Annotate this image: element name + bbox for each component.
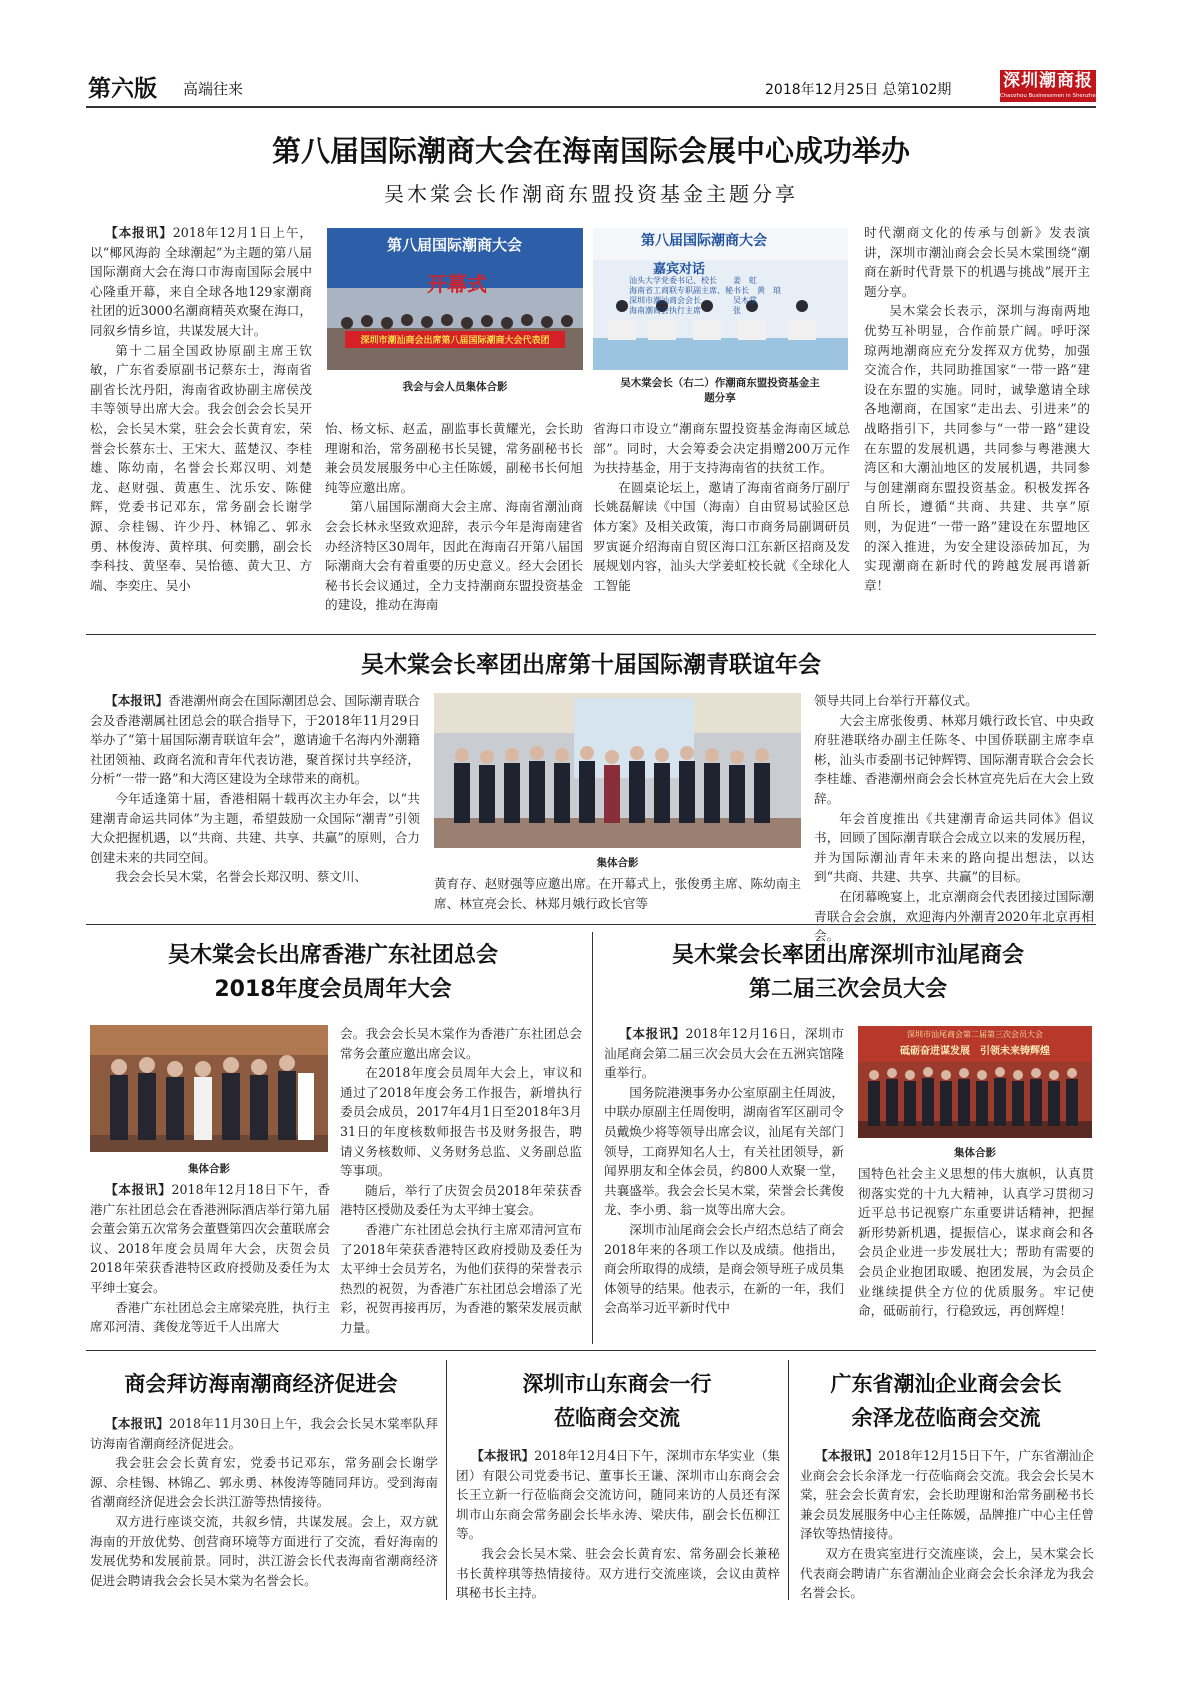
section-number: 第六版 <box>88 76 157 102</box>
article4-title-line1: 吴木棠会长率团出席深圳市汕尾商会 <box>671 943 1024 968</box>
article5-body: 【本报讯】2018年11月30日上午，我会会长吴木棠率队拜访海南省潮商经济促进会。 我会驻会会长黄育宏，党委书记邓东，常务副会长谢学源、佘桂锡、林锦乙、郭永勇、林俊涛等随同拜访。受到海南省潮商经济促进会会长洪江游等热情接待。 双方进行座谈交流，共叙乡情，共谋发展。会上，双方就海南的开放优势、创营商环境等方面进行了交流，看好海南的发展优势和发展前景。同时，洪江游会长代表海南省潮商经济促进会聘请我会会长吴木棠为名誉会长。 <box>90 1416 438 1588</box>
photo2-row-2: 海南省工商联专职副主席、秘书长 黄 琅 <box>629 286 781 295</box>
article2-title: 吴木棠会长率团出席第十届国际潮青联谊年会 <box>361 652 821 678</box>
article1-subtitle: 吴木棠会长作潮商东盟投资基金主题分享 <box>384 182 798 206</box>
photo2-row-3: 深圳市潮汕商会会长 吴木棠 <box>629 296 757 305</box>
article4-photo <box>858 1026 1092 1138</box>
article2-photo-caption: 集体合影 <box>596 857 639 869</box>
article7-title-line1: 广东省潮汕企业商会会长 <box>830 1372 1062 1396</box>
article6-body: 【本报讯】2018年12月4日下午，深圳市东华实业（集团）有限公司党委书记、董事长王谦、深圳市山东商会会长王立新一行莅临商会交流访问，随同来访的人员还有深圳市山东商会常务副会长毕永涛、梁庆伟，副会长伍柳江等。 我会会长吴木棠、驻会会长黄育宏、常务副会长兼秘书长黄梓琪等热情接待。双方进行交流座谈，会议由黄梓琪秘书长主持。 <box>456 1448 781 1601</box>
article1-photo2 <box>593 228 848 370</box>
article2-col2: 黄育存、赵财强等应邀出席。在开幕式上，张俊勇主席、陈幼南主席、林宣亮会长、林郑月娥行政长官等 <box>434 876 801 911</box>
article1-col4: 时代潮商文化的传承与创新》发表演讲，深圳市潮汕商会会长吴木棠围绕“潮商在新时代背景下的机遇与挑战”展开主题分享。 吴木棠会长表示，深圳与海南两地优势互补明显，合作前景广阔。呼吁深琼两地潮商应充分发挥双方优势，加强交流合作，共同助推国家“一带一路”建设在东盟的实施。同时，诚挚邀请全球各地潮商，在国家“走出去、引进来”的战略指引下，共同参与“一带一路”建设在东盟的发展机遇，共同参与粤港澳大湾区和大潮汕地区的发展机遇，共同参与创建潮商东盟投资基金。积极发挥各自所长，遵循“共商、共建、共享”原则，为促进“一带一路”建设在东盟地区的深入推进，为安全建设添砖加瓦，为实现潮商在新时代的跨越发展再谱新章！ <box>864 225 1090 593</box>
paper-en: Chaozhou Businessmen in Shenzhen <box>1000 93 1100 99</box>
article1-col2: 怡、杨文标、赵孟，副监事长黄耀光，会长助理谢和治，常务副秘书长吴键，常务副秘书长兼会员发展服务中心主任陈媛，副秘书长何旭纯等应邀出席。 第八届国际潮商大会主席、海南省潮汕商会会长林永坚致欢迎辞，表示今年是海南建省办经济特区30周年，因此在海南召开第八届国际潮商大会有着重要的历史意义。经大会团长秘书长会议通过，全力支持潮商东盟投资基金的建设，推动在海南 <box>325 421 583 613</box>
paper-logo <box>1000 70 1100 102</box>
photo1-banner: 第八届国际潮商大会 <box>387 236 523 254</box>
article3-col2: 会。我会会长吴木棠作为香港广东社团总会常务会董应邀出席会议。 在2018年度会员周年大会上，审议和通过了2018年度会务工作报告，新增执行委员会成员，2017年4月1日至2018年3月31日的年度核数师报告书及财务报告，聘请义务核数师、义务财务总监、义务副总监等事项。 随后，举行了庆贺会员2018年荣获香港特区授勋及委任为太平绅士宴会。 香港广东社团总会执行主席邓清河宣布了2018年荣获香港特区政府授勋及委任为太平绅士会员芳名，为他们获得的荣誉表示热烈的祝贺，为香港广东社团总会增添了光彩，祝贺再接再厉，为香港的繁荣发展贡献力量。 <box>340 1026 582 1335</box>
article4-col2: 国特色社会主义思想的伟大旗帜，认真贯彻落实党的十九大精神，认真学习贯彻习近平总书记视察广东重要讲话精神，把握新形势新机遇，提振信心，谋求商会和各会员企业进一步发展壮大；帮助有需要的会员企业抱团取暖、抱团发展，为会员企业继续提供全方位的优质服务。牢记使命，砥砺前行，行稳致远，再创辉煌！ <box>858 1166 1094 1319</box>
section-column: 高端往来 <box>183 80 244 98</box>
article1-title: 第八届国际潮商大会在海南国际会展中心成功举办 <box>271 134 910 168</box>
article7-body: 【本报讯】2018年12月15日下午，广东省潮汕企业商会会长余泽龙一行莅临商会交流。我会会长吴木棠，驻会会长黄育宏，会长助理谢和治常务副秘书长兼会员发展服务中心主任陈媛，品牌推广中心主任曾泽钦等热情接待。 双方在贵宾室进行交流座谈，会上，吴木棠会长代表商会聘请广东省潮汕企业商会会长余泽龙为我会名誉会长。 <box>800 1448 1094 1601</box>
article3-col1: 【本报讯】2018年12月18日下午，香港广东社团总会在香港洲际酒店举行第九届会董会第五次常务会董暨第四次会董联席会议、2018年度会员周年大会，庆贺会员2018年荣获香港特区政府授勋及委任为太平绅士宴会。 香港广东社团总会主席梁亮胜，执行主席邓河清、龚俊龙等近千人出席大 <box>90 1182 330 1335</box>
photo1-flag: 深圳市潮汕商会出席第八届国际潮商大会代表团 <box>360 336 550 346</box>
article4-tag: 【本报讯】 <box>619 1026 686 1041</box>
bottom-vertical-rule-2 <box>788 1360 789 1600</box>
article1-rule <box>86 634 1096 635</box>
article4-photo-caption: 集体合影 <box>954 1147 996 1159</box>
photo2-sub: 嘉宾对话 <box>653 262 706 277</box>
article1-tag: 【本报讯】 <box>105 225 173 240</box>
article1-col3: 省海口市设立“潮商东盟投资基金海南区域总部”。同时，大会筹委会决定捐赠200万元作为扶持基金，用于支持海南省的扶贫工作。 在圆桌论坛上，邀请了海南省商务厅副厅长姚磊解读《中国（海南）自由贸易试验区总体方案》及相关政策，海口市商务局副调研员罗寅诞介绍海南自贸区海口江东新区招商及发展规划内容，汕头大学姜虹校长就《全球化人工智能 <box>593 421 850 593</box>
article3-photo <box>90 1025 328 1152</box>
photo2-row-4: 海南潮商会执行主席 张 <box>629 306 741 315</box>
article6-tag: 【本报讯】 <box>471 1448 535 1463</box>
photo1-big: 开幕式 <box>427 272 487 296</box>
article2-photo <box>434 693 801 848</box>
article6-title-line1: 深圳市山东商会一行 <box>522 1372 712 1396</box>
article1-photo2-caption: 吴木棠会长（右二）作潮商东盟投资基金主题分享 <box>620 377 820 404</box>
article7-title-line2: 余泽龙莅临商会交流 <box>851 1406 1041 1430</box>
article1-photo1-caption: 我会与会人员集体合影 <box>402 381 508 393</box>
page-header <box>88 71 1100 104</box>
article1-col1: 【本报讯】2018年12月1日上午，以“椰风海韵 全球潮起”为主题的第八届国际潮商大会在海口市海南国际会展中心隆重开幕，来自全球各地129家潮商社团的近3000名潮商精英欢聚在海口，同叙乡情乡谊，共谋发展大计。 第十二届全国政协原副主席王钦敏，广东省委原副书记蔡东士，海南省副省长沈丹阳，海南省政协副主席侯茂丰等领导出席大会。我会创会会长吴开松，会长吴木棠，驻会会长黄育宏，荣誉会长蔡东士、王宋大、蓝楚汉、李桂雄、陈幼南，名誉会长郑汉明、刘楚龙、赵财强、黄惠生、沈乐安、陈健辉，党委书记邓东，常务副会长谢学源、佘桂锡、许少丹、林锦乙、郭永勇、林俊涛、黄梓琪、何奕鹏，副会长李科技、黄坚奉、吴怡德、黄大卫、方端、李奕庄、吴小 <box>90 225 312 593</box>
bottom-section-rule <box>86 1350 1096 1351</box>
article4-photo-banner: 深圳市汕尾商会第二届第三次会员大会 <box>907 1030 1043 1039</box>
article4-col1: 【本报讯】2018年12月16日，深圳市汕尾商会第二届三次会员大会在五洲宾馆隆重举行。 国务院港澳事务办公室原副主任周波，中联办原副主任周俊明，湖南省军区副司令员戴焕少将等领导出席会议，汕尾有关部门领导，工商界知名人士，有关社团领导，新闻界朋友和全体会员，约800人欢聚一堂，共襄盛举。我会会长吴木棠，荣誉会长龚俊龙、李小勇、翁一岚等出席大会。 深圳市汕尾商会会长卢绍杰总结了商会2018年来的各项工作以及成绩。他指出，商会所取得的成绩，是商会领导班子成员集体领导的结果。他表示，在新的一年，我们会高举习近平新时代中 <box>604 1026 844 1316</box>
article3-tag: 【本报讯】 <box>105 1182 172 1197</box>
article4-title-line2: 第二届三次会员大会 <box>748 977 947 1002</box>
article2-col3: 领导共同上台举行开幕仪式。 大会主席张俊勇、林郑月娥行政长官、中央政府驻港联络办副主任陈冬、中国侨联副主席李卓彬，汕头市委副书记钟辉锷、国际潮青联合会会长李桂雄、香港潮州商会会长林宣亮先后在大会上致辞。 年会首度推出《共建潮青命运共同体》倡议书，回顾了国际潮青联合会成立以来的发展历程，并为国际潮汕青年未来的路向提出想法，以达到“共商、共建、共享、共赢”的目标。 在闭幕晚宴上，北京潮商会代表团接过国际潮青联合会会旗，欢迎海内外潮青2020年北京再相会。 <box>814 693 1094 944</box>
article4-photo-slogan: 砥砺奋进谋发展 引领未来铸辉煌 <box>900 1046 1050 1057</box>
article5-tag: 【本报讯】 <box>105 1416 170 1431</box>
photo2-banner: 第八届国际潮商大会 <box>641 233 767 249</box>
article6-title-line2: 莅临商会交流 <box>554 1406 680 1430</box>
header-rule <box>86 106 1096 108</box>
article2-rule <box>86 924 1096 925</box>
article2-col1: 【本报讯】香港潮州商会在国际潮团总会、国际潮青联合会及香港潮属社团总会的联合指导下，于2018年11月29日举办了“第十届国际潮青联谊年会”，邀请逾千名海内外潮籍社团领袖、政商名流和青年代表访港，聚首探讨共享经济，分析“一带一路”和大湾区建设为全球带来的商机。 今年适逢第十届，香港相隔十载再次主办年会，以“共建潮青命运共同体”为主题，希望鼓励一众国际“潮青”引领大众把握机遇，以“共商、共建、共享、共赢”的原则，合力创建未来的共同空间。 我会会长吴木棠，名誉会长郑汉明、蔡文川、 <box>90 693 421 885</box>
article5-title: 商会拜访海南潮商经济促进会 <box>124 1372 398 1396</box>
mid-vertical-rule <box>592 932 593 1344</box>
article3-photo-caption: 集体合影 <box>188 1163 230 1175</box>
article3-title-line1: 吴木棠会长出席香港广东社团总会 <box>167 943 498 968</box>
photo2-row-1: 汕头大学党委书记、校长 姜 虹 <box>629 276 757 285</box>
paper-name: 深圳潮商报 <box>1003 71 1093 91</box>
article3-title-line2: 2018年度会员周年大会 <box>214 977 452 1002</box>
bottom-vertical-rule-1 <box>446 1360 447 1600</box>
article2-tag: 【本报讯】 <box>105 693 169 708</box>
article1-photo1 <box>327 228 583 370</box>
article7-tag: 【本报讯】 <box>815 1448 879 1463</box>
issue-date: 2018年12月25日 总第102期 <box>765 82 952 98</box>
